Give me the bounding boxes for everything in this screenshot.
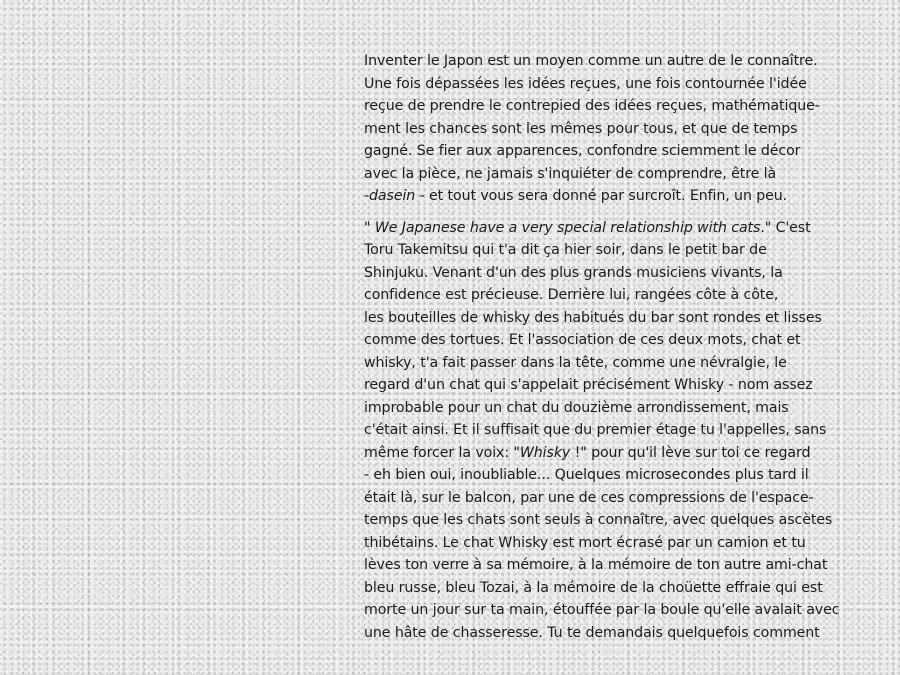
text-segment: Une fois dépassées les idées reçues, une fois contournée l'idée bbox=[364, 75, 807, 92]
text-line bbox=[364, 118, 874, 141]
text-segment: bleu russe, bleu Tozai, à la mémoire de la choüette effraie qui est bbox=[364, 579, 823, 596]
italic-text: dasein bbox=[369, 188, 416, 204]
text-segment: une hâte de chasseresse. Tu te demandais quelquefois comment bbox=[364, 624, 820, 641]
text-column bbox=[364, 50, 874, 644]
text-segment: gagné. Se fier aux apparences, confondre sciemment le décor bbox=[364, 143, 801, 159]
text-line bbox=[364, 532, 874, 555]
text-line bbox=[364, 329, 874, 352]
text-line bbox=[364, 509, 874, 532]
text-segment: les bouteilles de whisky des habitués du bar sont rondes et lisses bbox=[364, 309, 822, 326]
text-segment: thibétains. Le chat Whisky est mort écrasé par un camion et tu bbox=[364, 534, 806, 551]
text-segment: avec la pièce, ne jamais s'inquiéter de comprendre, être là bbox=[364, 165, 777, 182]
text-segment: - bbox=[364, 188, 370, 204]
text-line bbox=[364, 577, 874, 600]
text-line bbox=[364, 217, 874, 240]
text-line bbox=[364, 262, 874, 285]
text-line bbox=[364, 622, 874, 645]
italic-text: We Japanese have a very special relationship with cats bbox=[374, 219, 761, 236]
text-segment: comme des tortues. Et l'association de ces deux mots, chat et bbox=[364, 332, 801, 348]
text-line bbox=[364, 419, 874, 442]
paragraph bbox=[364, 217, 874, 645]
text-segment: Shinjuku. Venant d'un des plus grands musiciens vivants, la bbox=[364, 264, 783, 281]
text-segment: était là, sur le balcon, par une de ces compressions de l'espace- bbox=[364, 489, 814, 506]
text-line bbox=[364, 599, 874, 622]
text-line bbox=[364, 185, 874, 208]
text-line bbox=[364, 464, 874, 487]
text-line bbox=[364, 239, 874, 262]
text-line bbox=[364, 442, 874, 465]
text-segment: morte un jour sur ta main, étouffée par la boule qu'elle avalait avec bbox=[364, 602, 840, 618]
text-line bbox=[364, 95, 874, 118]
text-line bbox=[364, 140, 874, 163]
text-segment: Inventer le Japon est un moyen comme un autre de le connaître. bbox=[364, 53, 818, 69]
text-line bbox=[364, 352, 874, 375]
text-segment: lèves ton verre à sa mémoire, à la mémoire de ton autre ami-chat bbox=[364, 557, 828, 573]
text-line bbox=[364, 554, 874, 577]
text-segment: improbable pour un chat du douzième arrondissement, mais bbox=[364, 399, 789, 416]
text-segment: - eh bien oui, inoubliable... Quelques microsecondes plus tard il bbox=[364, 467, 809, 483]
text-line bbox=[364, 73, 874, 96]
text-line bbox=[364, 50, 874, 73]
paragraph bbox=[364, 50, 874, 208]
text-segment: confidence est précieuse. Derrière lui, rangées côte à côte, bbox=[364, 287, 779, 303]
text-segment: Toru Takemitsu qui t'a dit ça hier soir, dans le petit bar de bbox=[364, 242, 767, 258]
text-line bbox=[364, 397, 874, 420]
text-segment: temps que les chats sont seuls à connaître, avec quelques ascètes bbox=[364, 512, 833, 528]
text-segment: - et tout vous sera donné par surcroît. Enfin, un peu. bbox=[415, 188, 788, 204]
text-segment: ." C'est bbox=[760, 219, 811, 236]
text-line bbox=[364, 284, 874, 307]
text-segment: !" pour qu'il lève sur toi ce regard bbox=[570, 444, 811, 461]
text-segment: ment les chances sont les mêmes pour tous, et que de temps bbox=[364, 120, 798, 137]
text-segment: regard d'un chat qui s'appelait précisément Whisky - nom assez bbox=[364, 377, 813, 393]
text-line bbox=[364, 487, 874, 510]
text-segment: whisky, t'a fait passer dans la tête, comme une névralgie, le bbox=[364, 354, 787, 371]
text-segment: c'était ainsi. Et il suffisait que du premier étage tu l'appelles, sans bbox=[364, 422, 827, 438]
text-line bbox=[364, 163, 874, 186]
text-segment: reçue de prendre le contrepied des idées reçues, mathématique- bbox=[364, 98, 820, 114]
text-line bbox=[364, 374, 874, 397]
italic-text: Whisky bbox=[519, 444, 571, 461]
text-segment: " bbox=[364, 219, 375, 236]
text-segment: même forcer la voix: " bbox=[364, 444, 520, 461]
text-line bbox=[364, 307, 874, 330]
